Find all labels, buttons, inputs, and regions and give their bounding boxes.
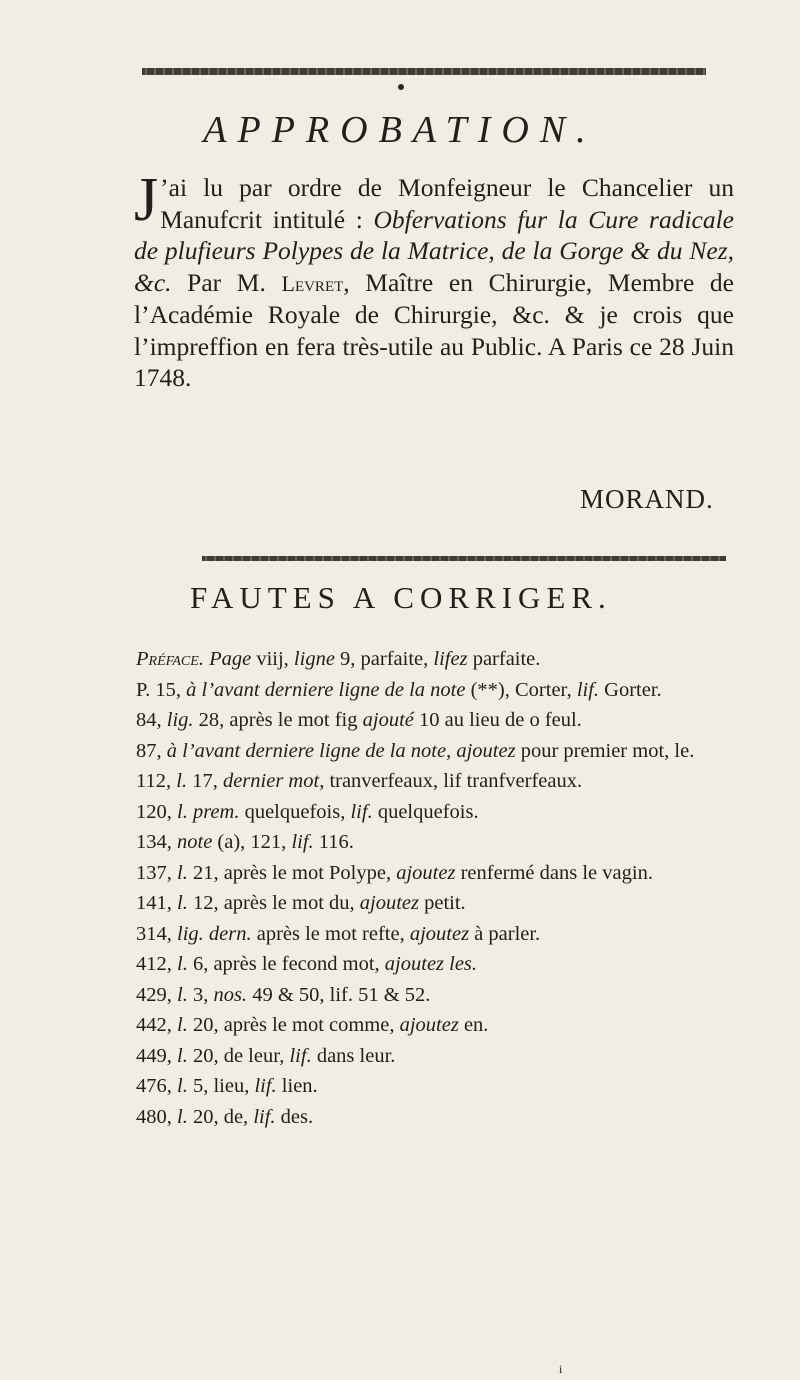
errata-text: 20, de leur, — [187, 1044, 290, 1067]
approbation-text-c: , Maître en Chirurgie, Membre de l’Académie Royale de Chirurgie, &c. & je crois que l’impreffion en fera très-utile au Public. A Paris ce 28 Juin 1748. — [134, 267, 734, 392]
errata-text2: petit. — [419, 892, 466, 914]
errata-italic: à l’avant derniere ligne de la note, ajoutez — [166, 739, 516, 762]
errata-ref: 449, — [136, 1044, 177, 1067]
errata-text: 3, — [187, 983, 214, 1006]
errata-text: 9, parfaite, — [334, 648, 434, 670]
errata-text2: , tranverfeaux, lif tranfverfeaux. — [319, 770, 583, 792]
errata-italic: l. — [177, 953, 188, 975]
errata-entry — [136, 675, 736, 706]
errata-italic: l. — [177, 892, 188, 914]
errata-entry — [136, 919, 736, 950]
errata-italic: lig. dern. — [177, 922, 252, 945]
approbation-title: APPROBATION. — [203, 109, 597, 151]
errata-italic2: ajouté — [362, 709, 414, 731]
errata-text2: des. — [275, 1105, 314, 1128]
errata-title: FAUTES A CORRIGER. — [190, 580, 612, 615]
errata-entry — [136, 797, 736, 828]
errata-ref: 137, — [136, 861, 177, 884]
errata-entry — [136, 1102, 736, 1133]
errata-text: quelquefois, — [239, 800, 351, 823]
errata-text: 17, — [187, 770, 223, 792]
errata-italic: l. — [177, 1075, 188, 1097]
errata-italic: l. — [177, 1014, 188, 1036]
errata-text: 5, lieu, — [187, 1075, 255, 1097]
errata-ref: 84, — [136, 709, 167, 731]
errata-text2: 10 au lieu de o feul. — [413, 709, 582, 731]
errata-entry — [136, 766, 736, 797]
errata-italic2: ajoutez — [396, 861, 456, 884]
errata-text2: quelquefois. — [372, 800, 479, 823]
author-name: Levret — [281, 270, 344, 296]
errata-ref: 120, — [136, 800, 177, 823]
drop-cap: J — [134, 166, 159, 234]
errata-italic2: lif. — [291, 831, 314, 853]
errata-text: (a), 121, — [212, 831, 292, 853]
errata-italic: l. — [177, 983, 188, 1006]
errata-italic: note — [177, 831, 213, 853]
errata-italic2: ajoutez les. — [384, 953, 478, 975]
errata-italic2: lif. — [576, 678, 600, 701]
errata-entry — [136, 980, 736, 1011]
errata-italic: l. — [177, 1105, 188, 1128]
errata-entry — [136, 827, 736, 858]
errata-text: 20, après le mot comme, — [187, 1014, 400, 1036]
errata-text2: en. — [458, 1014, 489, 1036]
footer-mark: i — [559, 1362, 563, 1376]
errata-italic-b: ligne — [293, 648, 335, 670]
errata-italic-a: Page — [203, 648, 252, 670]
errata-text: 12, après le mot du, — [187, 892, 360, 914]
errata-italic2: ajoutez — [409, 922, 470, 945]
errata-italic2: lif. — [289, 1044, 312, 1067]
errata-italic: l. — [177, 1044, 188, 1067]
errata-ref: 87, — [136, 739, 167, 762]
errata-entry — [136, 736, 736, 767]
ornament-dot — [398, 84, 404, 90]
errata-ref: 480, — [136, 1105, 177, 1128]
errata-entry — [136, 644, 736, 675]
errata-italic2: lif. — [253, 1105, 276, 1128]
work-title: Obfervations fur la Cure radicale de plufieurs Polypes de la Matrice, de la Gorge & du Nez, &c. — [134, 204, 734, 297]
errata-italic: l. prem. — [177, 800, 240, 823]
errata-text: 21, après le mot Polype, — [187, 861, 397, 884]
errata-ref: 314, — [136, 922, 177, 945]
errata-text: pour premier mot, le. — [515, 739, 695, 762]
errata-ref: 429, — [136, 983, 177, 1006]
errata-italic: l. — [176, 770, 188, 792]
errata-ref: 134, — [136, 831, 177, 853]
errata-italic2: ajoutez — [359, 892, 419, 914]
errata-italic-c: lifez — [433, 648, 468, 670]
errata-text2: dans leur. — [311, 1044, 396, 1067]
errata-entry — [136, 1071, 736, 1102]
errata-entry — [136, 949, 736, 980]
errata-text: après le mot refte, — [251, 922, 410, 945]
errata-italic: à l’avant derniere ligne de la note — [186, 678, 466, 701]
errata-entry — [136, 888, 736, 919]
errata-text2: 49 & 50, lif. 51 & 52. — [247, 983, 431, 1006]
errata-head: Préface. — [136, 648, 204, 670]
approbation-text-a: ’ai lu par ordre de Monfeigneur le Chancelier un Manufcrit intitulé : — [160, 173, 734, 234]
errata-entry — [136, 1041, 736, 1072]
errata-text2: lien. — [276, 1075, 318, 1097]
errata-ref: 442, — [136, 1014, 177, 1036]
errata-ref: viij, — [251, 648, 294, 670]
errata-text2: à parler. — [469, 922, 541, 945]
errata-italic: l. — [177, 861, 188, 884]
errata-text: 20, de, — [187, 1105, 254, 1128]
errata-italic2: lif. — [350, 800, 373, 823]
errata-text2: Gorter. — [599, 678, 662, 701]
errata-ref: P. 15, — [136, 678, 187, 701]
errata-italic: lig. — [166, 709, 194, 731]
errata-text2: 116. — [313, 831, 354, 853]
errata-ref: 141, — [136, 892, 177, 914]
errata-text: 28, après le mot fig — [193, 709, 363, 731]
errata-entry — [136, 705, 736, 736]
errata-entry — [136, 1010, 736, 1041]
middle-ornament-rule — [202, 556, 726, 561]
top-ornament-rule — [142, 68, 706, 75]
errata-italic2: nos. — [213, 983, 248, 1006]
errata-text2: parfaite. — [467, 648, 541, 670]
errata-italic2: lif. — [254, 1075, 277, 1097]
approbation-text — [134, 166, 734, 394]
errata-entry — [136, 858, 736, 889]
errata-text2: renfermé dans le vagin. — [455, 861, 653, 884]
signature: MORAND. — [580, 484, 714, 514]
errata-text: 6, après le fecond mot, — [187, 953, 385, 975]
errata-italic2: ajoutez — [399, 1014, 459, 1036]
errata-ref: 476, — [136, 1075, 177, 1097]
errata-italic2: dernier mot — [222, 770, 320, 792]
errata-text: (**), Corter, — [465, 678, 577, 701]
errata-ref: 412, — [136, 953, 177, 975]
errata-list — [136, 644, 736, 1132]
errata-ref: 112, — [136, 770, 177, 792]
approbation-text-b: Par M. — [171, 267, 282, 297]
